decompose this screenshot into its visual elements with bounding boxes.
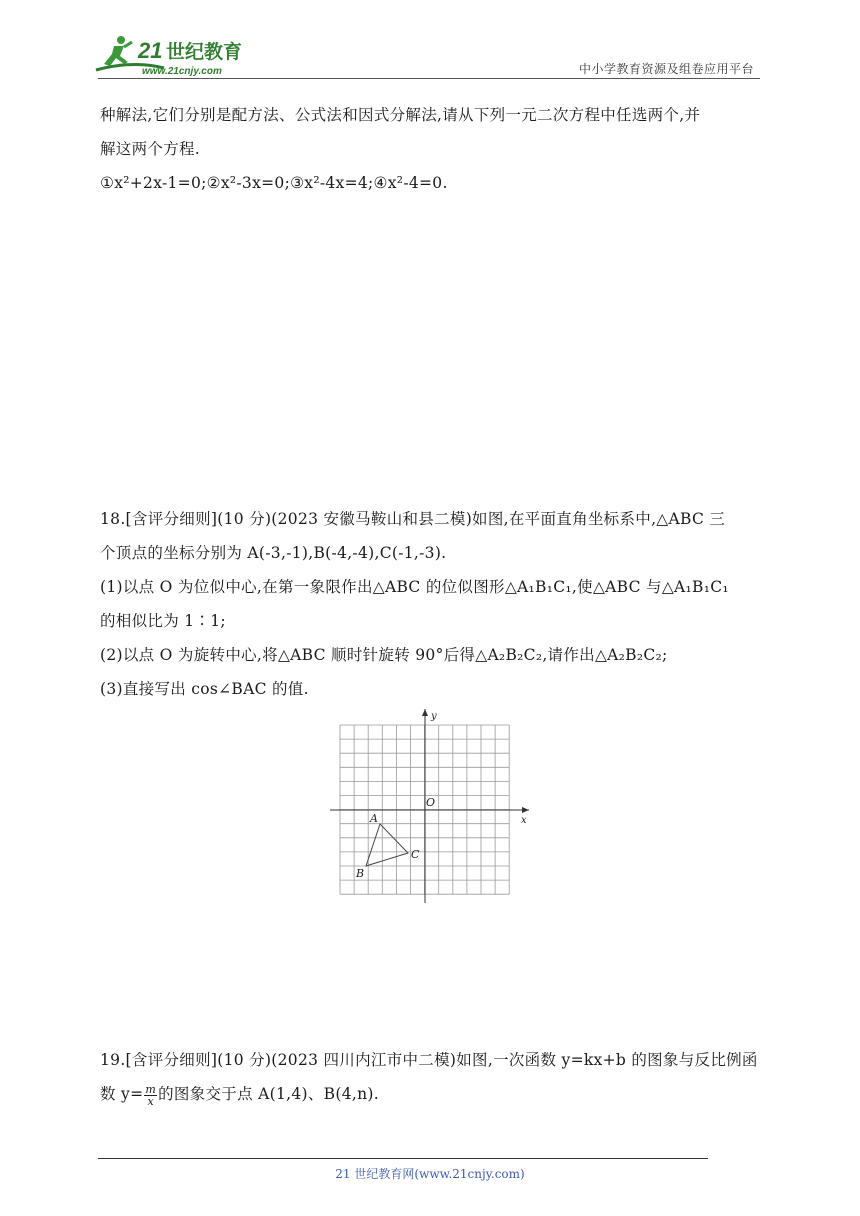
q17-line2: 解这两个方程. [100,140,201,158]
fraction-numerator: m [145,1082,157,1096]
point-b-label: B [356,867,365,880]
logo-url: www.21cnjy.com [142,66,222,77]
q19-line2-suffix: 的图象交于点 A(1,4)、B(4,n). [158,1085,379,1103]
q19-line2-prefix: 数 y= [100,1085,144,1103]
q17-line1: 种解法,它们分别是配方法、公式法和因式分解法,请从下列一元二次方程中任选两个,并 [100,106,701,124]
x-axis-arrow-icon [522,807,529,813]
q19-text [100,1043,764,1111]
logo-brand: 世纪教育 [166,41,243,63]
fraction-denominator: x [147,1094,154,1108]
footer-divider [98,1158,708,1159]
platform-name: 中小学教育资源及组卷应用平台 [578,62,754,76]
q17-text [100,98,764,200]
footer-site: 21 世纪教育网(www.21cnjy.com) [335,1167,525,1181]
q18-part2: (2)以点 O 为旋转中心,将△ABC 顺时针旋转 90°后得△A₂B₂C₂,请作出△A₂B₂C₂; [100,646,668,664]
q19-line2 [100,1077,764,1111]
q17-equations: ①x²+2x-1=0;②x²-3x=0;③x²-4x=4;④x²-4=0. [100,174,448,192]
point-a-label: A [370,812,378,825]
triangle-abc [366,824,408,866]
q18-line1: 18.[含评分细则](10 分)(2023 安徽马鞍山和县二模)如图,在平面直角坐标系中,△ABC 三 [100,510,726,528]
q19-line1: 19.[含评分细则](10 分)(2023 四川内江市中二模)如图,一次函数 y=kx+b 的图象与反比例函 [100,1051,758,1069]
header-divider [98,78,760,79]
point-c-label: C [411,848,420,861]
coordinate-grid-figure [325,703,535,908]
q18-text [100,502,764,706]
y-axis-arrow-icon [422,709,428,716]
q18-part1-line2: 的相似比为 1∶1; [100,612,226,630]
y-axis-label: y [431,711,437,722]
q18-line2: 个顶点的坐标分别为 A(-3,-1),B(-4,-4),C(-1,-3). [100,544,447,562]
x-axis-label: x [521,815,527,826]
site-logo [94,34,264,78]
fraction-m-over-x [144,1084,157,1107]
logo-number: 21 [138,38,163,63]
q18-part1: (1)以点 O 为位似中心,在第一象限作出△ABC 的位似图形△A₁B₁C₁,使△ABC 与△A₁B₁C₁ [100,578,729,596]
origin-label: O [426,796,436,809]
q18-part3: (3)直接写出 cos∠BAC 的值. [100,680,309,698]
